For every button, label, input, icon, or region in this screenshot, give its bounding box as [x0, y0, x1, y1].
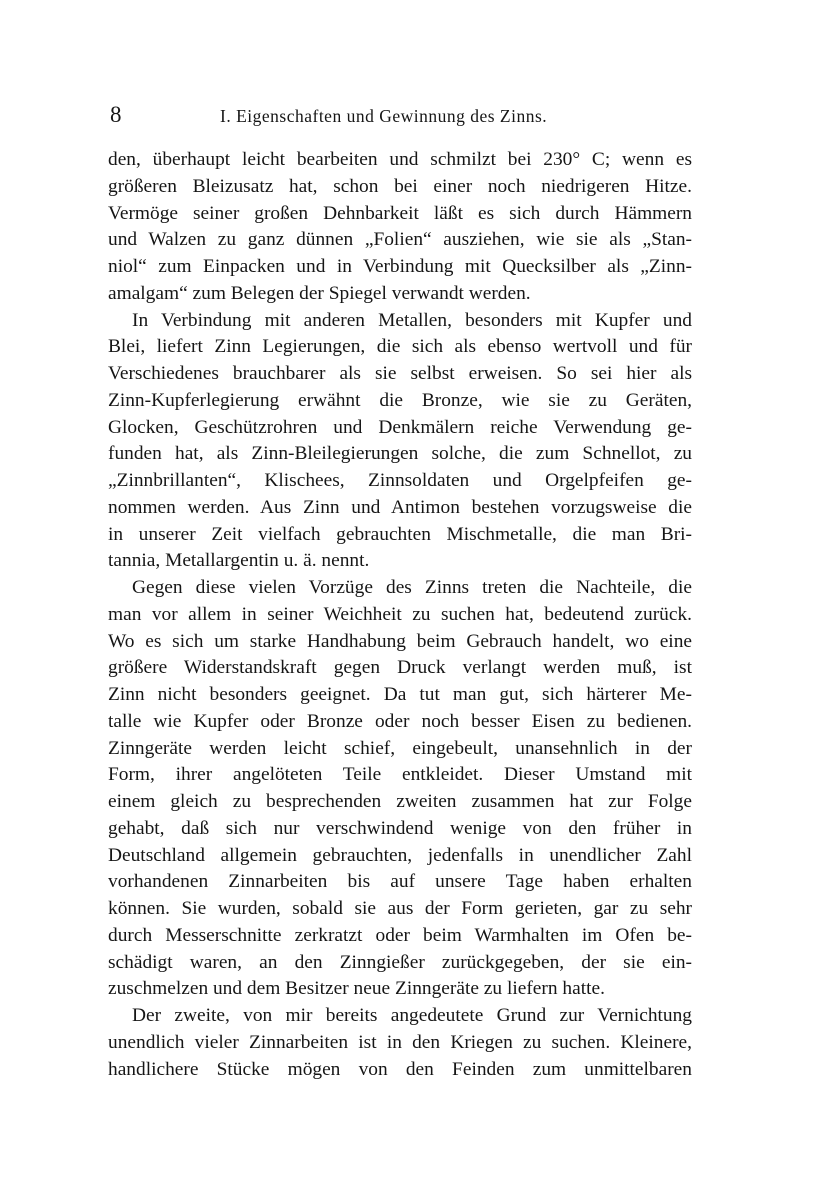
- text-line: talle wie Kupfer oder Bronze oder noch besser Eisen zu bedienen.: [108, 710, 692, 732]
- text-line: können. Sie wurden, sobald sie aus der Form gerieten, gar zu sehr: [108, 898, 692, 919]
- text-line: Zinn nicht besonders geeignet. Da tut man gut, sich härterer Me-: [108, 684, 692, 705]
- text-line: In Verbindung mit anderen Metallen, besonders mit Kupfer und: [132, 309, 692, 331]
- text-line: niol“ zum Einpacken und in Verbindung mit Quecksilber als „Zinn-: [108, 256, 692, 277]
- text-line: Verschiedenes brauchbarer als sie selbst erweisen. So sei hier als: [108, 363, 692, 384]
- text-line: vorhandenen Zinnarbeiten bis auf unsere Tage haben erhalten: [108, 871, 692, 893]
- text-line: handlichere Stücke mögen von den Feinden zum unmittelbaren: [108, 1058, 692, 1080]
- text-line: Der zweite, von mir bereits angedeutete Grund zur Vernichtung: [132, 1005, 692, 1026]
- text-line: unendlich vieler Zinnarbeiten ist in den Kriegen zu suchen. Kleinere,: [108, 1031, 692, 1053]
- text-line: und Walzen zu ganz dünnen „Folien“ ausziehen, wie sie als „Stan-: [108, 229, 692, 251]
- text-line: in unserer Zeit vielfach gebrauchten Mischmetalle, die man Bri-: [108, 523, 692, 545]
- text-line: Gegen diese vielen Vorzüge des Zinns treten die Nachteile, die: [132, 577, 692, 598]
- text-line: Vermöge seiner großen Dehnbarkeit läßt es sich durch Hämmern: [108, 202, 692, 224]
- text-line: Glocken, Geschützrohren und Denkmälern reiche Verwendung ge-: [108, 416, 692, 438]
- text-line: den, überhaupt leicht bearbeiten und schmilzt bei 230° C; wenn es: [108, 149, 692, 170]
- text-line: gehabt, daß sich nur verschwindend wenige von den früher in: [108, 817, 692, 839]
- body-text: [108, 147, 692, 1083]
- text-line: Wo es sich um starke Handhabung beim Gebrauch handelt, wo eine: [108, 630, 692, 652]
- text-line: amalgam“ zum Belegen der Spiegel verwandt werden.: [108, 282, 531, 304]
- text-line: funden hat, als Zinn-Bleilegierungen solche, die zum Schnellot, zu: [108, 443, 692, 465]
- page-header: [108, 100, 692, 130]
- text-line: „Zinnbrillanten“, Klischees, Zinnsoldaten und Orgelpfeifen ge-: [108, 470, 692, 491]
- text-line: Blei, liefert Zinn Legierungen, die sich als ebenso wertvoll und für: [108, 336, 692, 358]
- text-line: man vor allem in seiner Weichheit zu suchen hat, bedeutend zurück.: [108, 603, 692, 625]
- text-line: schädigt waren, an den Zinngießer zurückgegeben, der sie ein-: [108, 951, 692, 973]
- paragraph-2: [108, 308, 692, 576]
- text-line: Zinngeräte werden leicht schief, eingebeult, unansehnlich in der: [108, 737, 692, 759]
- running-title: I. Eigenschaften und Gewinnung des Zinns.: [220, 106, 548, 126]
- text-line: größere Widerstandskraft gegen Druck verlangt werden muß, ist: [108, 657, 692, 679]
- text-line: nommen werden. Aus Zinn und Antimon bestehen vorzugsweise die: [108, 496, 692, 518]
- text-line: Form, ihrer angelöteten Teile entkleidet. Dieser Umstand mit: [108, 764, 692, 786]
- page-number: 8: [110, 102, 122, 127]
- text-line: größeren Bleizusatz hat, schon bei einer noch niedrigeren Hitze.: [108, 175, 692, 197]
- text-line: einem gleich zu besprechenden zweiten zusammen hat zur Folge: [108, 791, 692, 812]
- text-line: tannia, Metallargentin u. ä. nennt.: [108, 550, 370, 572]
- paragraph-3: [108, 575, 692, 1003]
- paragraph-4: [108, 1003, 692, 1083]
- text-line: zuschmelzen und dem Besitzer neue Zinngeräte zu liefern hatte.: [108, 978, 605, 1000]
- text-line: durch Messerschnitte zerkratzt oder beim Warmhalten im Ofen be-: [108, 924, 692, 946]
- text-line: Zinn-Kupferlegierung erwähnt die Bronze, wie sie zu Geräten,: [108, 389, 692, 411]
- text-line: Deutschland allgemein gebrauchten, jedenfalls in unendlicher Zahl: [108, 844, 692, 866]
- paragraph-1: [108, 147, 692, 308]
